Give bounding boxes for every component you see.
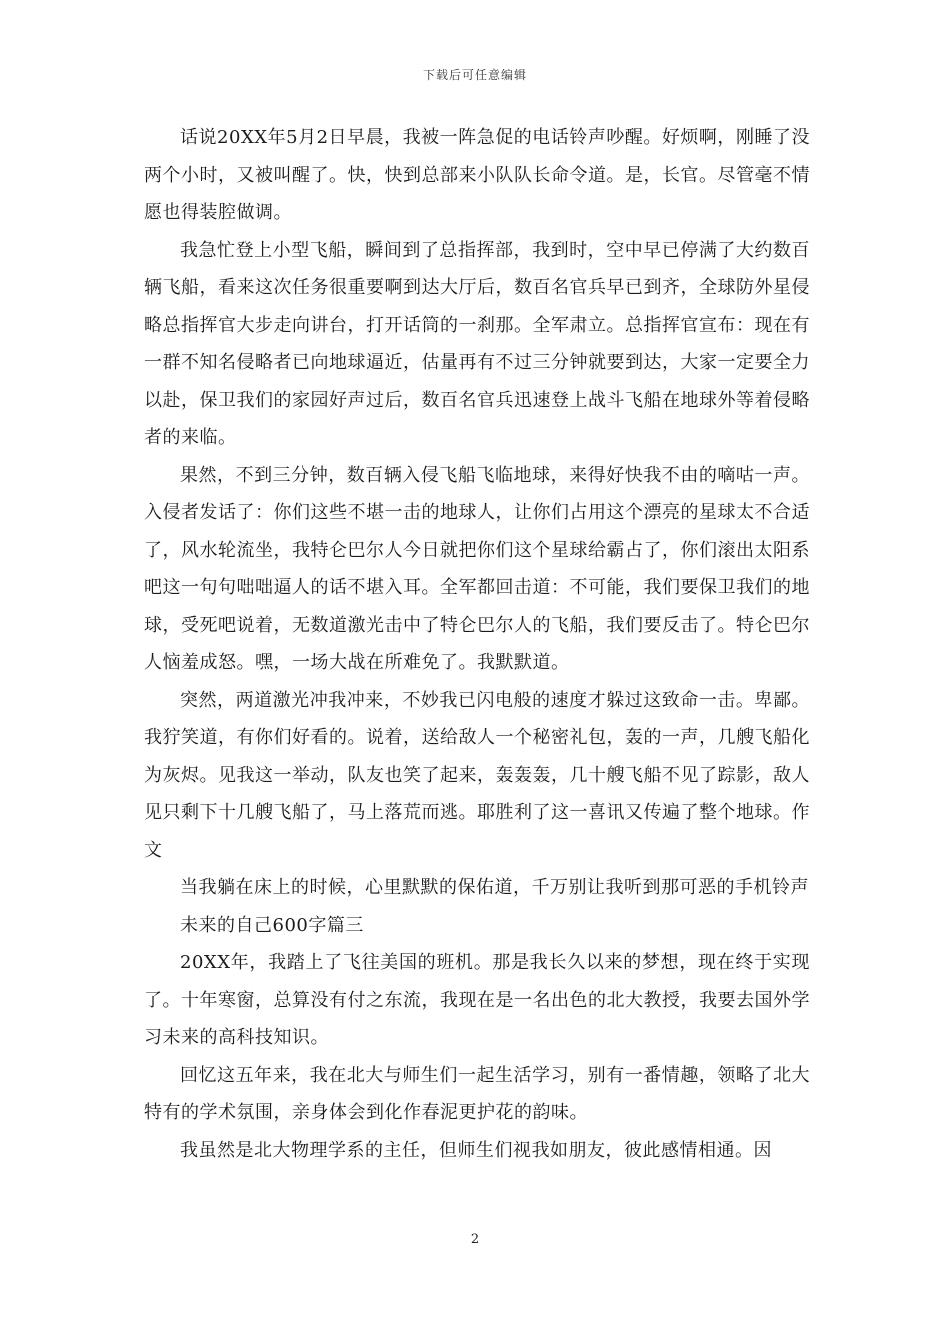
paragraph-5: 当我躺在床上的时候，心里默默的保佑道，千万别让我听到那可恶的手机铃声 — [180, 877, 809, 898]
section-heading: 未来的自己600字篇三 — [180, 914, 364, 936]
paragraph-2: 我急忙登上小型飞船，瞬间到了总指挥部，我到时，空中早已停满了大约数百辆飞船，看来这次任务很重要啊到达大厅后，数百名官兵早已到齐，全球防外星侵略总指挥官大步走向讲台，打开话筒的一刹那。全军肃立。总指挥官宣布：现在有一群不知名侵略者已向地球逼近，估量再有不过三分钟就要到达，大家一定要全力以赴，保卫我们的家园好声过后，数百名官兵迅速登上战斗飞船在地球外等着侵略者的来临。 — [144, 239, 810, 448]
paragraph-1: 话说20XX年5月2日早晨，我被一阵急促的电话铃声吵醒。好烦啊，刚睡了没两个小时，又被叫醒了。快，快到总部来小队队长命令道。是，长官。尽管毫不情愿也得装腔做调。 — [144, 127, 810, 223]
paragraph-7: 回忆这五年来，我在北大与师生们一起生活学习，别有一番情趣，领略了北大特有的学术氛围，亲身体会到化作春泥更护花的韵味。 — [144, 1064, 810, 1123]
paragraph-8: 我虽然是北大物理学系的主任，但师生们视我如朋友，彼此感情相通。因 — [180, 1139, 772, 1161]
paragraph-3: 果然，不到三分钟，数百辆入侵飞船飞临地球，来得好快我不由的嘀咕一声。入侵者发话了：你们这些不堪一击的地球人，让你们占用这个漂亮的星球太不合适了，风水轮流坐，我特仑巴尔人今日就把你们这个星球给霸占了，你们滚出太阳系吧这一句句咄咄逼人的话不堪入耳。全军都回击道：不可能，我们要保卫我们的地球，受死吧说着，无数道激光击中了特仑巴尔人的飞船，我们要反击了。特仑巴尔人恼羞成怒。嘿，一场大战在所难免了。我默默道。 — [144, 464, 810, 673]
paragraph-4: 突然，两道激光冲我冲来，不妙我已闪电般的速度才躲过这致命一击。卑鄙。我狞笑道，有你们好看的。说着，送给敌人一个秘密礼包，轰的一声，几艘飞船化为灰烬。见我这一举动，队友也笑了起来，轰轰轰，几十艘飞船不见了踪影，敌人见只剩下十几艘飞船了，马上落荒而逃。耶胜利了这一喜讯又传遍了整个地球。作文 — [144, 689, 810, 861]
document-body — [144, 119, 810, 1169]
paragraph-6: 20XX年，我踏上了飞往美国的班机。那是我长久以来的梦想，现在终于实现了。十年寒窗，总算没有付之东流，我现在是一名出色的北大教授，我要去国外学习未来的高科技知识。 — [144, 952, 810, 1048]
page-number: 2 — [470, 1232, 480, 1247]
page-header: 下载后可任意编辑 — [422, 68, 527, 82]
